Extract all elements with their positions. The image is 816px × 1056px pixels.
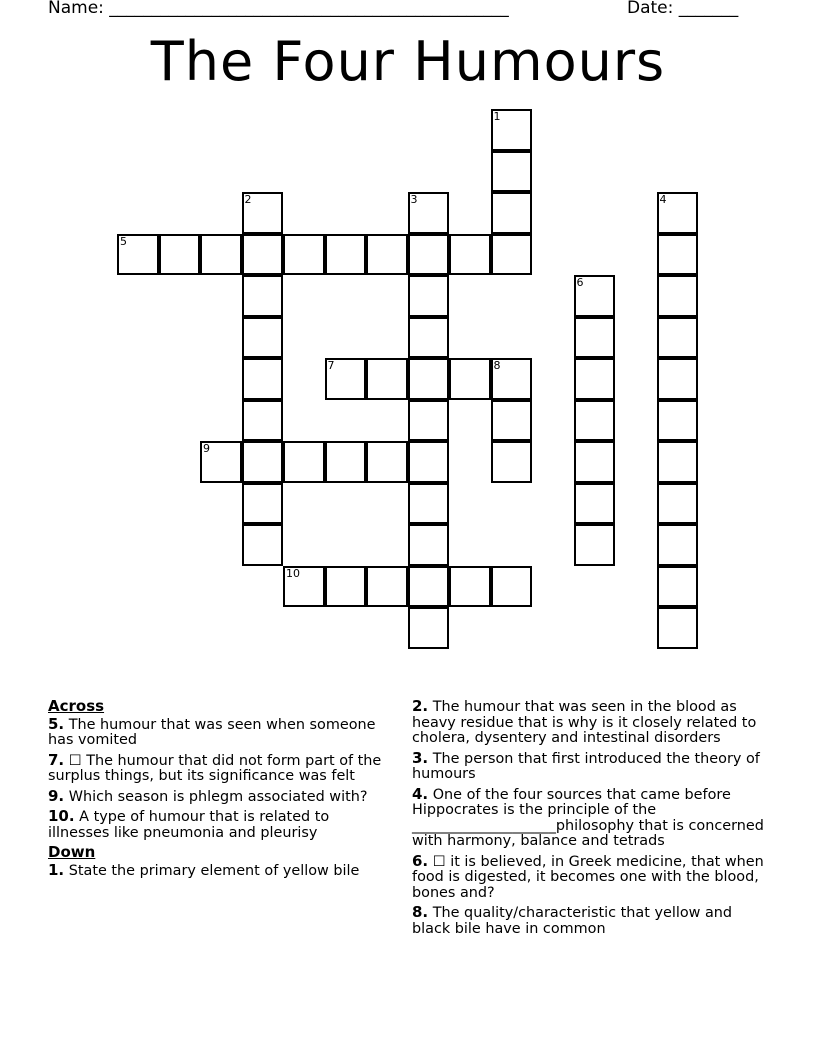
clue-number-label: 7 — [327, 359, 335, 372]
clue-number-label: 9 — [203, 442, 210, 455]
grid-cell[interactable] — [449, 234, 491, 276]
across-clue — [48, 750, 388, 785]
clue-text: The person that first introduced the theory of humours — [412, 750, 760, 782]
grid-cell[interactable] — [242, 317, 284, 359]
grid-cell[interactable] — [325, 358, 367, 400]
grid-cell[interactable] — [200, 441, 242, 483]
grid-cell[interactable] — [283, 566, 325, 608]
grid-cell[interactable] — [408, 441, 450, 483]
clue-text: The humour that was seen in the blood as heavy residue that is why is it closely related to cholera, dysentery and intestinal disorders — [412, 699, 757, 746]
grid-cell[interactable] — [408, 483, 450, 525]
grid-cell[interactable] — [325, 234, 367, 276]
clue-text: A type of humour that is related to illnesses like pneumonia and pleurisy — [48, 809, 330, 841]
clue-text: ☐ it is believed, in Greek medicine, that when food is digested, it becomes one with the blood, bones and? — [412, 853, 764, 901]
grid-cell[interactable] — [574, 524, 616, 566]
grid-cell[interactable] — [657, 358, 699, 400]
clue-text: The humour that was seen when someone has vomited — [48, 716, 376, 748]
grid-cell[interactable] — [657, 566, 699, 608]
grid-cell[interactable] — [491, 192, 533, 234]
across-clue — [48, 786, 388, 806]
grid-cell[interactable] — [657, 234, 699, 276]
down-clue — [48, 860, 388, 880]
grid-cell[interactable] — [242, 524, 284, 566]
across-clue — [48, 714, 388, 749]
clue-number: 9. — [48, 786, 65, 805]
grid-cell[interactable] — [574, 317, 616, 359]
grid-cell[interactable] — [574, 275, 616, 317]
grid-cell[interactable] — [491, 109, 533, 151]
down-clue — [412, 905, 772, 937]
down-clue — [412, 699, 772, 747]
grid-cell[interactable] — [657, 400, 699, 442]
grid-cell[interactable] — [242, 234, 284, 276]
clue-text: State the primary element of yellow bile — [68, 862, 360, 879]
grid-cell[interactable] — [242, 358, 284, 400]
down-heading: Down — [48, 843, 96, 861]
grid-cell[interactable] — [366, 566, 408, 608]
clue-number-label: 8 — [493, 359, 501, 372]
grid-cell[interactable] — [657, 441, 699, 483]
grid-cell[interactable] — [657, 275, 699, 317]
grid-cell[interactable] — [491, 400, 533, 442]
clue-number: 5. — [48, 714, 65, 733]
clue-number: 8. — [412, 903, 429, 921]
clue-text: The quality/characteristic that yellow and black bile have in common — [412, 905, 733, 937]
grid-cell[interactable] — [491, 566, 533, 608]
clue-number: 6. — [412, 851, 429, 870]
grid-cell[interactable] — [657, 317, 699, 359]
clue-text: ☐ The humour that did not form part of the surplus things, but its significance was felt — [48, 752, 382, 784]
across-clue — [48, 809, 388, 841]
date-field[interactable]: Date: _______ — [627, 0, 739, 18]
grid-cell[interactable] — [408, 607, 450, 649]
grid-cell[interactable] — [408, 275, 450, 317]
grid-cell[interactable] — [449, 358, 491, 400]
grid-cell[interactable] — [159, 234, 201, 276]
grid-cell[interactable] — [491, 358, 533, 400]
grid-cell[interactable] — [408, 566, 450, 608]
clue-number: 2. — [412, 697, 429, 715]
grid-cell[interactable] — [366, 234, 408, 276]
grid-cell[interactable] — [325, 566, 367, 608]
grid-cell[interactable] — [491, 234, 533, 276]
grid-cell[interactable] — [408, 192, 450, 234]
down-clue — [412, 784, 772, 850]
grid-cell[interactable] — [574, 483, 616, 525]
grid-cell[interactable] — [408, 400, 450, 442]
grid-cell[interactable] — [449, 566, 491, 608]
clue-number-label: 2 — [244, 193, 252, 206]
clue-number-label: 6 — [576, 276, 584, 289]
grid-cell[interactable] — [200, 234, 242, 276]
page-title: The Four Humours — [150, 30, 666, 93]
grid-cell[interactable] — [408, 358, 450, 400]
clue-number: 3. — [412, 748, 429, 767]
grid-cell[interactable] — [574, 400, 616, 442]
grid-cell[interactable] — [408, 524, 450, 566]
grid-cell[interactable] — [242, 400, 284, 442]
clue-number: 4. — [412, 784, 429, 803]
clue-text: One of the four sources that came before Hippocrates is the principle of the ____________________philosophy that is concerned with harmony, balance and tetrads — [412, 786, 764, 849]
grid-cell[interactable] — [657, 607, 699, 649]
grid-cell[interactable] — [408, 317, 450, 359]
grid-cell[interactable] — [242, 483, 284, 525]
clue-number-label: 4 — [659, 193, 667, 206]
grid-cell[interactable] — [366, 441, 408, 483]
down-clue — [412, 748, 772, 783]
down-clue — [412, 851, 772, 902]
grid-cell[interactable] — [574, 441, 616, 483]
clue-number-label: 3 — [410, 193, 418, 206]
clue-text: Which season is phlegm associated with? — [68, 788, 368, 805]
clue-number-label: 1 — [493, 110, 501, 123]
grid-cell[interactable] — [283, 441, 325, 483]
grid-cell[interactable] — [117, 234, 159, 276]
clue-number: 7. — [48, 750, 65, 769]
clue-number-label: 10 — [286, 566, 300, 580]
clues-left-column — [48, 699, 388, 883]
grid-cell[interactable] — [491, 151, 533, 193]
name-field[interactable]: Name: _______________________________________________ — [48, 0, 509, 18]
grid-cell[interactable] — [366, 358, 408, 400]
across-heading: Across — [48, 697, 105, 715]
grid-cell[interactable] — [491, 441, 533, 483]
grid-cell[interactable] — [657, 524, 699, 566]
grid-cell[interactable] — [242, 441, 284, 483]
grid-cell[interactable] — [325, 441, 367, 483]
clue-number: 1. — [48, 860, 65, 879]
grid-cell[interactable] — [574, 358, 616, 400]
clue-number-label: 5 — [120, 234, 127, 248]
grid-cell[interactable] — [242, 192, 284, 234]
grid-cell[interactable] — [657, 192, 699, 234]
clues-right-column — [412, 699, 772, 941]
grid-cell[interactable] — [283, 234, 325, 276]
grid-cell[interactable] — [242, 275, 284, 317]
grid-cell[interactable] — [408, 234, 450, 276]
clue-number: 10. — [48, 807, 75, 825]
grid-cell[interactable] — [657, 483, 699, 525]
